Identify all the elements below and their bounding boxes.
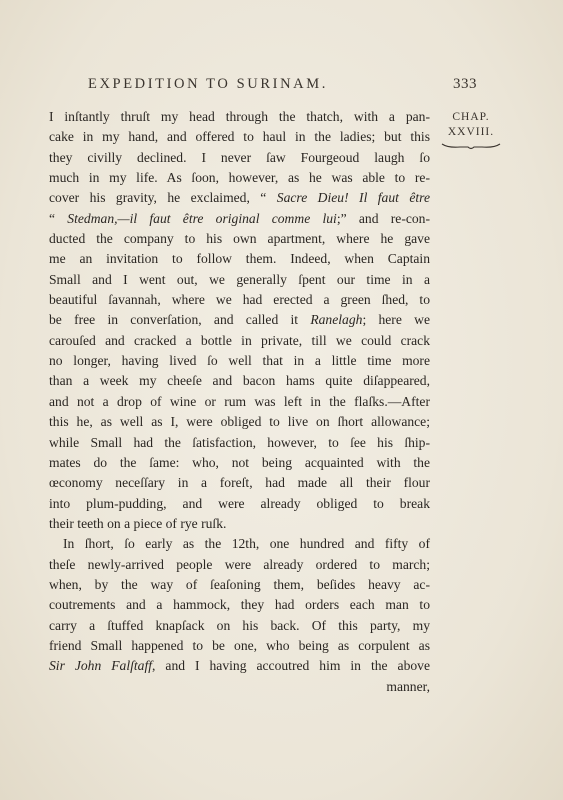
body-text <box>49 107 430 697</box>
text-line: Small and I went out, we generally ſpent our time in a <box>49 271 430 287</box>
text-line: carry a ſtuffed knapſack on his back. Of this party, my <box>49 617 430 633</box>
text-line: Sir John Falſtaff, and I having accoutred him in the above <box>49 658 430 674</box>
text-line: while Small had the ſatisfaction, however, to ſee his ſhip- <box>49 434 430 450</box>
text-line: this he, as well as I, were obliged to live on ſhort allowance; <box>49 414 430 430</box>
text-line: ducted the company to his own apartment, where he gave <box>49 231 430 247</box>
text-line: œconomy neceſſary in a foreſt, had made all their flour <box>49 475 430 491</box>
italic-name: Ranelagh <box>310 312 363 328</box>
text-line: me an invitation to follow them. Indeed, when Captain <box>49 251 430 267</box>
text-line: “ Stedman,—il faut être original comme lui;” and re-con- <box>49 210 431 226</box>
text-line: mates do the ſame: who, not being acquainted with the <box>49 454 430 470</box>
margin-chapter-note <box>440 110 502 150</box>
page-number: 333 <box>453 76 477 92</box>
text-line: beautiful ſavannah, where we had erected a green ſhed, to <box>49 292 430 308</box>
text-line: no longer, having lived ſo well that in a little time more <box>49 353 430 369</box>
italic-quote: Sacre Dieu! Il faut être <box>276 190 430 206</box>
chapter-number: XXVIII. <box>447 126 495 138</box>
text-line: coutrements and a hammock, they had orders each man to <box>49 597 430 613</box>
catchword: manner, <box>386 678 430 694</box>
running-head: EXPEDITION TO SURINAM. <box>88 76 328 92</box>
text-line: In ſhort, ſo early as the 12th, one hundred and fifty of <box>63 536 430 552</box>
text-line: into plum-pudding, and were already obliged to break <box>49 495 430 511</box>
chapter-label: CHAP. <box>452 111 490 123</box>
text-line: theſe newly-arrived people were already ordered to march; <box>49 556 430 572</box>
text-line: I inſtantly thruſt my head through the thatch, with a pan- <box>49 109 430 124</box>
text-line: cake in my hand, and offered to haul in the ladies; but this <box>49 129 430 145</box>
text-line: their teeth on a piece of rye ruſk. <box>49 515 227 531</box>
text-line: than a week my cheeſe and bacon hams quite diſappeared, <box>49 373 430 389</box>
text-line: cover his gravity, he exclaimed, “ Sacre Dieu! Il faut être <box>49 190 430 206</box>
text-line: and not a drop of wine or rum was left in the flaſks.—After <box>49 393 430 409</box>
text-line: when, by the way of ſeaſoning them, beſides heavy ac- <box>49 576 430 592</box>
italic-name: Sir John Falſtaff <box>49 658 153 674</box>
text-line: they civilly declined. I never ſaw Fourgeoud laugh ſo <box>49 149 430 165</box>
italic-quote: Stedman,—il faut être original comme lui <box>67 210 337 226</box>
text-line: carouſed and cracked a bottle in private, till we could crack <box>49 332 430 348</box>
text-line: friend Small happened to be one, who being as corpulent as <box>49 637 430 653</box>
decorative-rule-icon <box>440 142 502 150</box>
text-line: be free in converſation, and called it Ranelagh; here we <box>49 312 430 328</box>
text-line: much in my life. As ſoon, however, as he was able to re- <box>49 170 430 186</box>
